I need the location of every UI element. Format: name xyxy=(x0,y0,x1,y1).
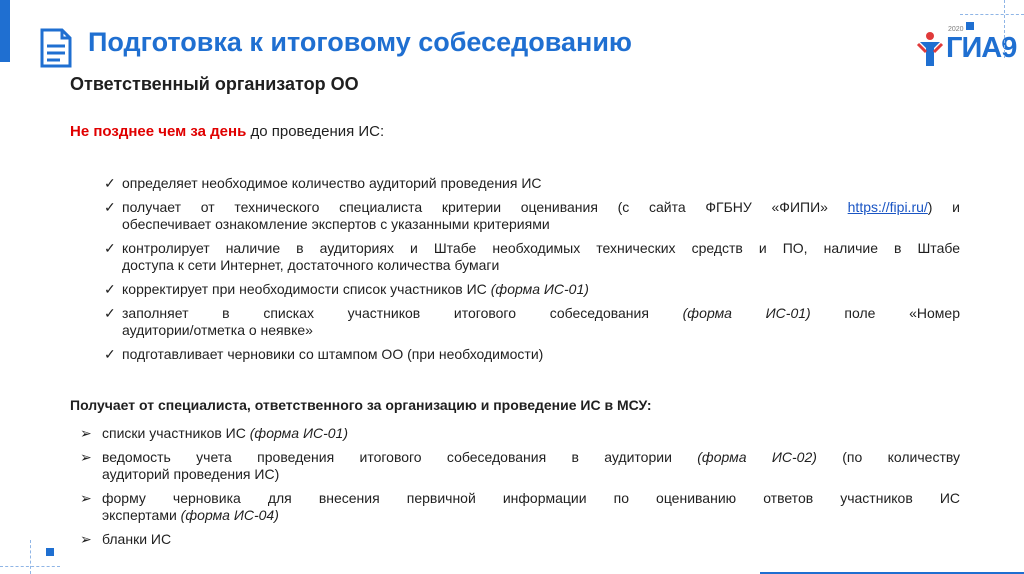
list-item: ✓ контролирует наличие в аудиториях и Штабе необходимых технических средств и ПО, наличие в Штабе доступа к сети Интернет, достаточного количества бумаги xyxy=(104,240,960,273)
corner-line-bottom-left xyxy=(30,540,31,574)
corner-line-top-right xyxy=(1004,0,1005,58)
checkmark-icon: ✓ xyxy=(104,240,116,256)
corner-square-bottom-left xyxy=(46,548,54,556)
logo-text: ГИА9 xyxy=(946,32,1017,64)
intro-line xyxy=(70,123,384,140)
document-icon xyxy=(36,26,76,70)
checkmark-icon: ✓ xyxy=(104,199,116,215)
list-item: ➢ бланки ИС xyxy=(80,531,172,547)
intro-emphasis: Не позднее чем за день xyxy=(70,123,247,140)
page-title: Подготовка к итоговому собеседованию xyxy=(88,27,632,57)
list-item: ➢ списки участников ИС (форма ИС-01) xyxy=(80,425,348,441)
left-accent-bar xyxy=(0,0,10,62)
fipi-link[interactable]: https://fipi.ru/ xyxy=(847,199,928,215)
logo-year: 2020 xyxy=(948,26,964,33)
list-item: ➢ ведомость учета проведения итогового собеседования в аудитории (форма ИС-02) (по количеству аудиторий проведения ИС) xyxy=(80,449,960,482)
corner-line-bottom-left-h xyxy=(0,566,60,567)
arrow-bullet-icon: ➢ xyxy=(80,490,92,506)
receives-heading: Получает от специалиста, ответственного за организацию и проведение ИС в МСУ: xyxy=(70,397,652,413)
receives-list xyxy=(80,425,960,548)
checkmark-icon: ✓ xyxy=(104,281,116,297)
page-subtitle: Ответственный организатор ОО xyxy=(70,74,359,94)
checkmark-icon: ✓ xyxy=(104,305,116,321)
list-item: ✓ корректирует при необходимости список участников ИС (форма ИС-01) xyxy=(104,281,589,297)
arrow-bullet-icon: ➢ xyxy=(80,425,92,441)
list-item: ✓ подготавливает черновики со штампом ОО (при необходимости) xyxy=(104,346,544,362)
list-item: ✓ получает от технического специалиста критерии оценивания (с сайта ФГБНУ «ФИПИ» https://fipi.ru/) и обеспечивает ознакомление экспертов с указанными критериями xyxy=(104,199,960,232)
list-item: ➢ форму черновика для внесения первичной информации по оцениванию ответов участников ИС экспертами (форма ИС-04) xyxy=(80,490,960,523)
list-item: ✓ заполняет в списках участников итогового собеседования (форма ИС-01) поле «Номер аудитории/отметка о неявке» xyxy=(104,305,960,338)
arrow-bullet-icon: ➢ xyxy=(80,449,92,465)
checklist xyxy=(104,175,960,363)
intro-rest: до проведения ИС: xyxy=(246,123,385,140)
corner-line-top-right-h xyxy=(960,14,1024,15)
checkmark-icon: ✓ xyxy=(104,346,116,362)
list-item: ✓ определяет необходимое количество аудиторий проведения ИС xyxy=(104,175,542,191)
checkmark-icon: ✓ xyxy=(104,175,116,191)
corner-square-top-right xyxy=(966,22,974,30)
arrow-bullet-icon: ➢ xyxy=(80,531,92,547)
